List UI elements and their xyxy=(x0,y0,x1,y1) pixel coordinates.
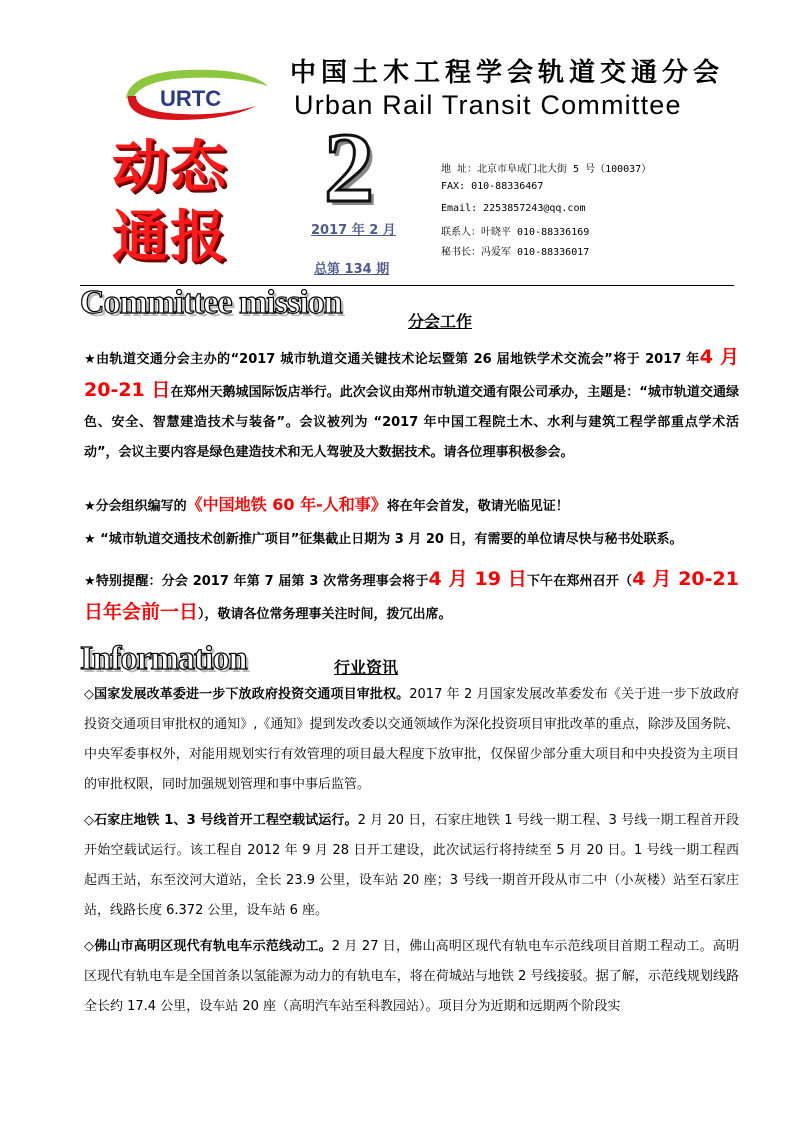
news-headline: ◇佛山市高明区现代有轨电车示范线动工。 xyxy=(84,939,332,954)
item-body: ），敬请各位常务理事关注时间，拨冗出席。 xyxy=(198,607,452,622)
contact-email: Email: 22538572​43@qq.com xyxy=(441,203,586,214)
committee-item-4 xyxy=(84,564,739,630)
news-headline: ◇石家庄地铁 1、3 号线首开工程空载试运行。 xyxy=(84,813,358,828)
urtc-logo xyxy=(118,66,274,124)
committee-item-2 xyxy=(84,490,739,522)
bulletin-title-line2: 通报 xyxy=(112,205,228,270)
item-body: 在郑州天鹅城国际饭店举行。此次会议由郑州市轨道交通有限公司承办，主题是：“城市轨道交通绿色、安全、智慧建造技术与装备”。会议被列为 “2017 年中国工程院土木、水利与建筑工程学部重点学术活动”，会议主要内容是绿色建造技术和无人驾驶及大数据技术。请各位理事积极参会。 xyxy=(84,385,739,460)
item-book-red: 《中国地铁 60 年-人和事》 xyxy=(186,495,387,514)
org-name-en: Urban Rail Transit Committee xyxy=(294,90,682,120)
section-deco-title: Information xyxy=(80,640,247,677)
item-date-red: 4 月 20-21 日 xyxy=(84,346,740,401)
issue-total: 总第 134 期 xyxy=(314,262,390,277)
org-name-cn: 中国土木工程学会轨道交通分会 xyxy=(290,58,725,88)
issue-date: 2017 年 2 月 xyxy=(311,223,396,238)
news-headline: ◇国家发展改革委进一步下放政府投资交通项目审批权。 xyxy=(84,687,410,702)
issue-number: 2 xyxy=(324,112,374,223)
item-lead: ★特别提醒：分会 2017 年第 7 届第 3 次常务理事会将于 xyxy=(84,574,429,589)
news-item-3 xyxy=(84,932,739,1022)
news-body: 2 月 27 日，佛山高明区现代有轨电车示范线项目首期工程动工。高明区现代有轨电车是全国首条以氢能源为动力的有轨电车，将在荷城站与地铁 2 号线接驳。据了解，示范线规划线路全长约 17.4 公里，设车站 20 座（高明汽车站至科教园站）。项目分为近期和远期两个阶段实 xyxy=(84,939,739,1014)
news-item-2 xyxy=(84,806,739,926)
contact-secretary: 秘书长：冯爱军 010-88336017 xyxy=(441,247,590,258)
news-item-1 xyxy=(84,680,739,800)
item-date-red: 4 月 20-21 日年会前一日 xyxy=(84,568,739,623)
section-deco-title: Committee mission xyxy=(80,284,342,321)
section-title: 分会工作 xyxy=(408,312,473,331)
item-body: 将在年会首发，敬请光临见证！ xyxy=(386,499,569,514)
section-title: 行业资讯 xyxy=(334,658,399,677)
logo-text: URTC xyxy=(160,86,222,111)
committee-item-1 xyxy=(84,342,739,468)
item-date-red: 4 月 19 日 xyxy=(428,568,527,590)
contact-person: 联系人：叶晓平 010-88336169 xyxy=(441,227,590,238)
item-lead: ★分会组织编写的 xyxy=(84,499,187,514)
contact-fax: FAX: 010-88336467 xyxy=(441,181,544,192)
item-mid: 下午在郑州召开（ xyxy=(526,574,633,589)
news-body: 2 月 20 日，石家庄地铁 1 号线一期工程、3 号线一期工程首开段开始空载试运行。该工程自 2012 年 9 月 28 日开工建设，此次试运行将持续至 5 月 20 日。1 号线一期工程西起西王站，东至洨河大道站，全长 23.9 公里，设车站 20 座；3 号线一期首开段从市二中（小灰楼）站至石家庄站，线路长度 6.372 公里，设车站 6 座。 xyxy=(84,813,740,918)
item-lead: ★由轨道交通分会主办的“2017 城市轨道交通关键技术论坛暨第 26 届地铁学术交流会”将于 2017 年 xyxy=(84,352,700,367)
committee-item-3 xyxy=(84,525,739,555)
news-body: 2017 年 2 月国家发展改革委发布《关于进一步下放政府投资交通项目审批权的通知》,《通知》提到发改委以交通领域作为深化投资项目审批改革的重点，除涉及国务院、中央军委事权外，对能用规划实行有效管理的项目最大程度下放审批，仅保留少部分重大项目和中央投资为主项目的审批权限，同时加强规划管理和事中事后监管。 xyxy=(84,687,739,792)
contact-address: 地 址：北京市阜成门北大街 5 号（100037） xyxy=(441,164,652,175)
item-body: ★ “城市轨道交通技术创新推广项目”征集截止日期为 3 月 20 日，有需要的单位请尽快与秘书处联系。 xyxy=(84,532,683,547)
bulletin-title-line1: 动态 xyxy=(112,135,228,200)
